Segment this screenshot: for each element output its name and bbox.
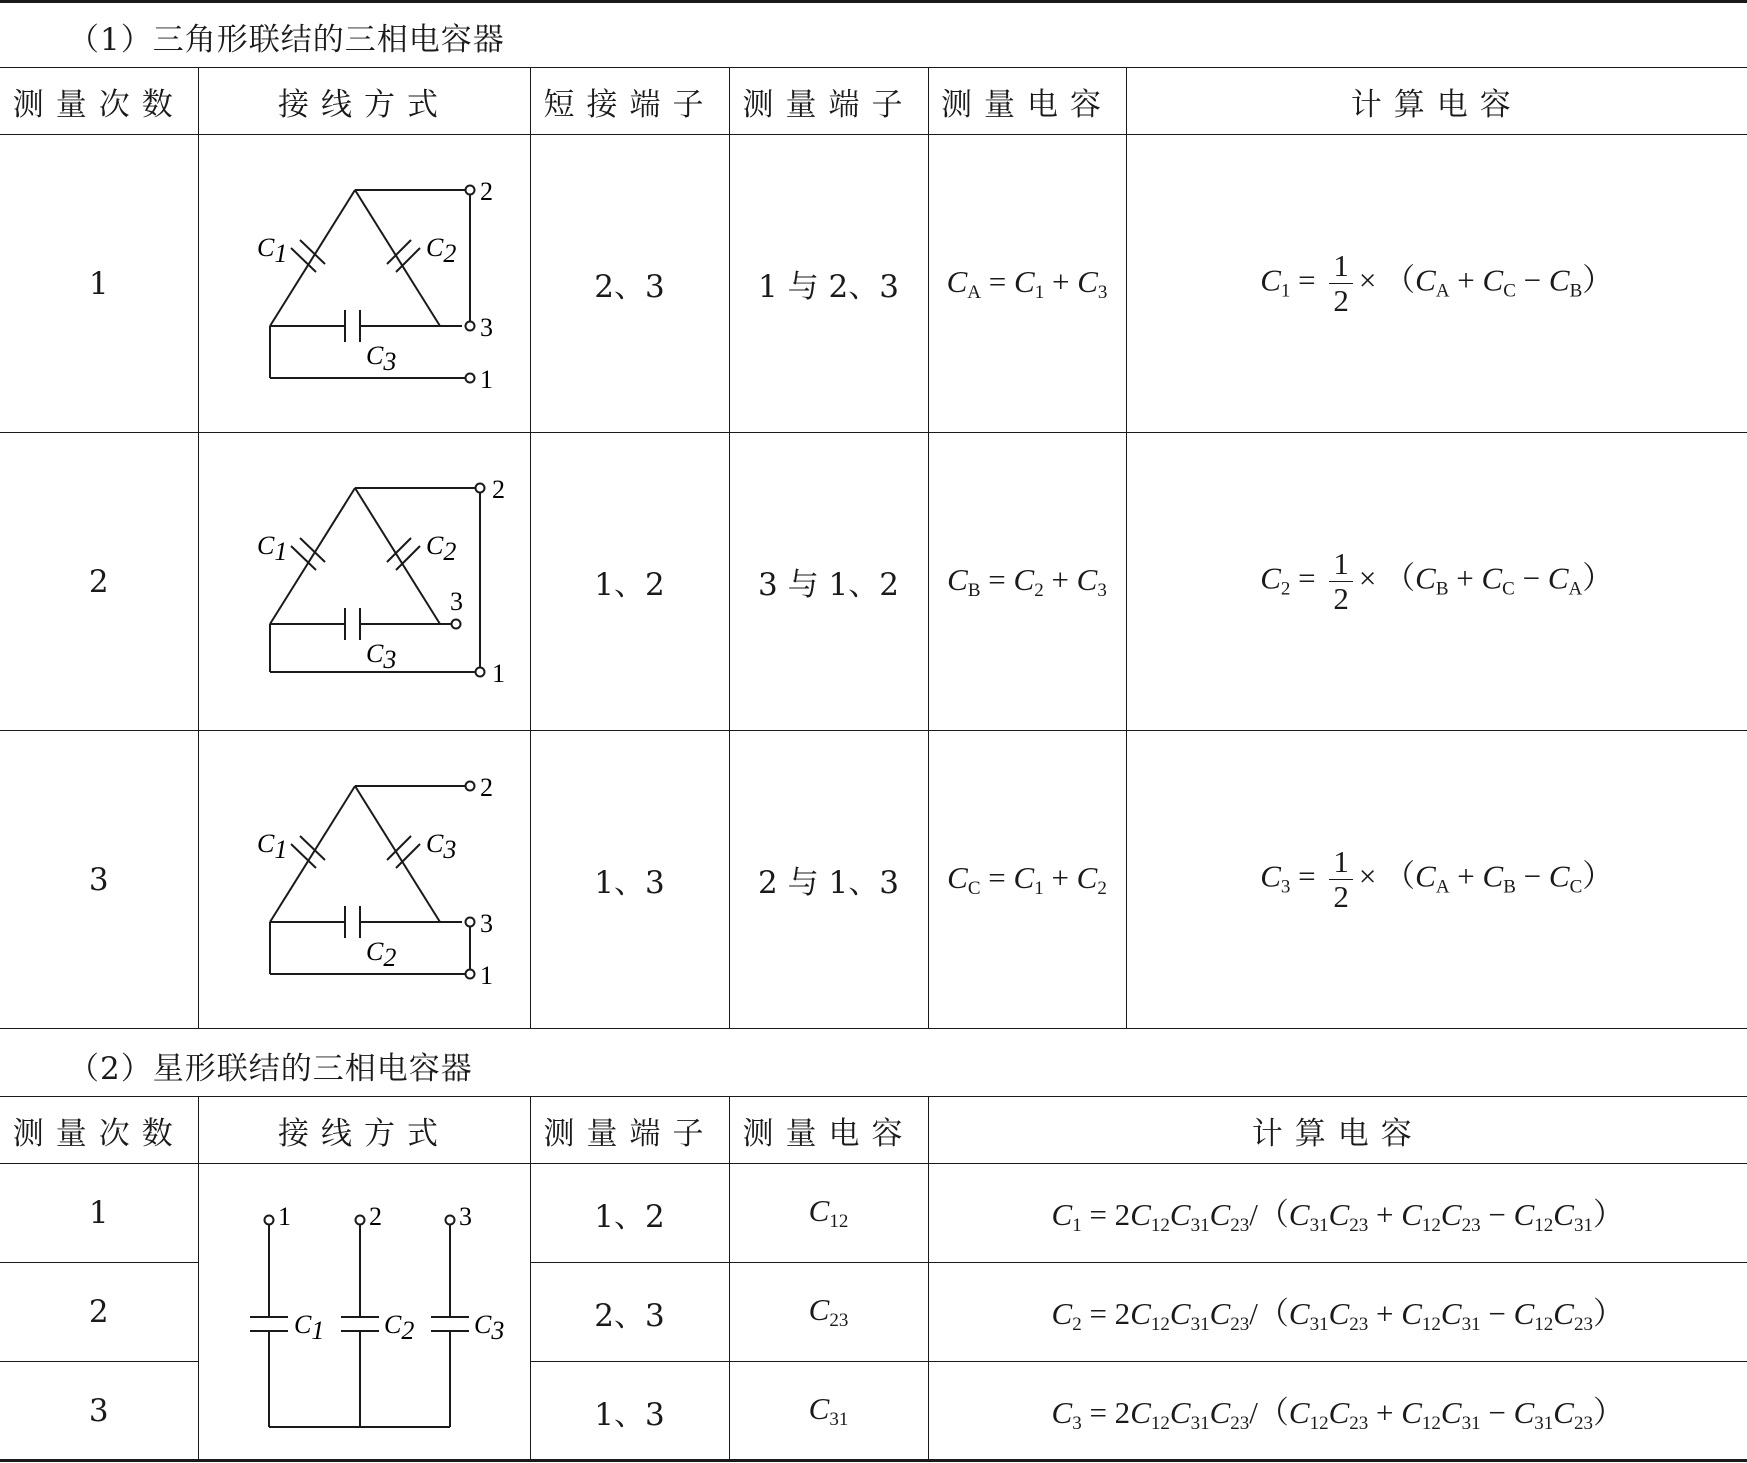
terminal-2-label: 2 bbox=[369, 1202, 382, 1231]
delta-circuit-diagram bbox=[214, 164, 514, 404]
wiring-diagram bbox=[198, 135, 530, 433]
measure-count: 3 bbox=[0, 731, 198, 1029]
measured-capacitance: $C_C = C_1 + C_2$ bbox=[928, 731, 1126, 1029]
section1-table bbox=[0, 67, 1747, 1029]
capacitor-c3-label: C3 bbox=[474, 1310, 505, 1345]
short-terminals: 1、3 bbox=[530, 731, 729, 1029]
table-row bbox=[0, 433, 1747, 731]
section2-title: （2）星形联结的三相电容器 bbox=[68, 1051, 473, 1087]
measure-count: 2 bbox=[0, 433, 198, 731]
header-measured-capacitance: 测量电容 bbox=[729, 1097, 928, 1164]
measure-terminals: 2 与 1、3 bbox=[729, 731, 928, 1029]
section1-title: （1）三角形联结的三相电容器 bbox=[68, 22, 505, 58]
measure-terminals: 2、3 bbox=[530, 1263, 729, 1362]
header-measure-count: 测量次数 bbox=[0, 1097, 198, 1164]
right-capacitor-label: C2 bbox=[426, 530, 457, 566]
wiring-diagram bbox=[198, 731, 530, 1029]
calculated-capacitance: $C_1$ = $\frac{1}{2}$ × $(C_A + C_C - C_B)$ bbox=[1126, 135, 1747, 433]
star-circuit-diagram bbox=[214, 1177, 514, 1447]
short-terminals: 2、3 bbox=[530, 135, 729, 433]
measured-capacitance: $C_B = C_2 + C_3$ bbox=[928, 433, 1126, 731]
header-calculated-capacitance: 计算电容 bbox=[928, 1097, 1747, 1164]
capacitor-c2-label: C2 bbox=[384, 1310, 415, 1345]
measured-capacitance: $C_{12}$ bbox=[729, 1164, 928, 1263]
measure-terminals: 3 与 1、2 bbox=[729, 433, 928, 731]
terminal-2-label: 2 bbox=[480, 772, 493, 802]
measure-count: 1 bbox=[0, 135, 198, 433]
delta-circuit-diagram bbox=[214, 760, 514, 1000]
measure-terminals: 1、2 bbox=[530, 1164, 729, 1263]
header-measure-count: 测量次数 bbox=[0, 68, 198, 135]
bottom-capacitor-label: C3 bbox=[366, 638, 397, 674]
left-capacitor-label: C1 bbox=[257, 232, 288, 268]
terminal-3-label: 3 bbox=[459, 1202, 472, 1231]
left-capacitor-label: C1 bbox=[257, 828, 288, 864]
table-row bbox=[0, 731, 1747, 1029]
header-calculated-capacitance: 计算电容 bbox=[1126, 68, 1747, 135]
table-row bbox=[0, 135, 1747, 433]
calculated-capacitance: $C_2 = 2C_{12}C_{31}C_{23}/(C_{31}C_{23} + C_{12}C_{31} - C_{12}C_{23})$ bbox=[928, 1263, 1747, 1362]
measured-capacitance: $C_{31}$ bbox=[729, 1362, 928, 1461]
header-short-terminals: 短接端子 bbox=[530, 68, 729, 135]
bottom-capacitor-label: C2 bbox=[366, 936, 397, 972]
capacitor-c1-label: C1 bbox=[294, 1310, 325, 1345]
left-capacitor-label: C1 bbox=[257, 530, 288, 566]
measure-count: 3 bbox=[0, 1362, 198, 1461]
header-wiring: 接线方式 bbox=[198, 68, 530, 135]
measure-count: 2 bbox=[0, 1263, 198, 1362]
measured-capacitance: $C_{23}$ bbox=[729, 1263, 928, 1362]
header-measured-capacitance: 测量电容 bbox=[928, 68, 1126, 135]
terminal-1-label: 1 bbox=[278, 1202, 291, 1231]
bottom-rule bbox=[0, 1459, 1747, 1462]
header-wiring: 接线方式 bbox=[198, 1097, 530, 1164]
measure-terminals: 1、3 bbox=[530, 1362, 729, 1461]
terminal-1-label: 1 bbox=[480, 364, 493, 394]
terminal-1-label: 1 bbox=[492, 658, 505, 688]
calculated-capacitance: $C_1 = 2C_{12}C_{31}C_{23}/(C_{31}C_{23} + C_{12}C_{23} - C_{12}C_{31})$ bbox=[928, 1164, 1747, 1263]
table-row bbox=[0, 1164, 1747, 1263]
top-rule bbox=[0, 0, 1747, 3]
terminal-1-label: 1 bbox=[480, 960, 493, 990]
measure-count: 1 bbox=[0, 1164, 198, 1263]
measure-terminals: 1 与 2、3 bbox=[729, 135, 928, 433]
terminal-3-label: 3 bbox=[480, 908, 493, 938]
measured-capacitance: $C_A = C_1 + C_3$ bbox=[928, 135, 1126, 433]
terminal-2-label: 2 bbox=[492, 474, 505, 504]
header-measure-terminals: 测量端子 bbox=[729, 68, 928, 135]
right-capacitor-label: C3 bbox=[426, 828, 457, 864]
delta-circuit-diagram bbox=[214, 462, 514, 702]
short-terminals: 1、2 bbox=[530, 433, 729, 731]
calculated-capacitance: $C_3$ = $\frac{1}{2}$ × $(C_A + C_B - C_C)$ bbox=[1126, 731, 1747, 1029]
wiring-diagram bbox=[198, 1164, 530, 1461]
terminal-2-label: 2 bbox=[480, 176, 493, 206]
wiring-diagram bbox=[198, 433, 530, 731]
section2-table bbox=[0, 1096, 1747, 1461]
terminal-3-label: 3 bbox=[450, 586, 463, 616]
bottom-capacitor-label: C3 bbox=[366, 340, 397, 376]
calculated-capacitance: $C_3 = 2C_{12}C_{31}C_{23}/(C_{12}C_{23} + C_{12}C_{31} - C_{31}C_{23})$ bbox=[928, 1362, 1747, 1461]
header-measure-terminals: 测量端子 bbox=[530, 1097, 729, 1164]
right-capacitor-label: C2 bbox=[426, 232, 457, 268]
calculated-capacitance: $C_2$ = $\frac{1}{2}$ × $(C_B + C_C - C_A)$ bbox=[1126, 433, 1747, 731]
terminal-3-label: 3 bbox=[480, 312, 493, 342]
